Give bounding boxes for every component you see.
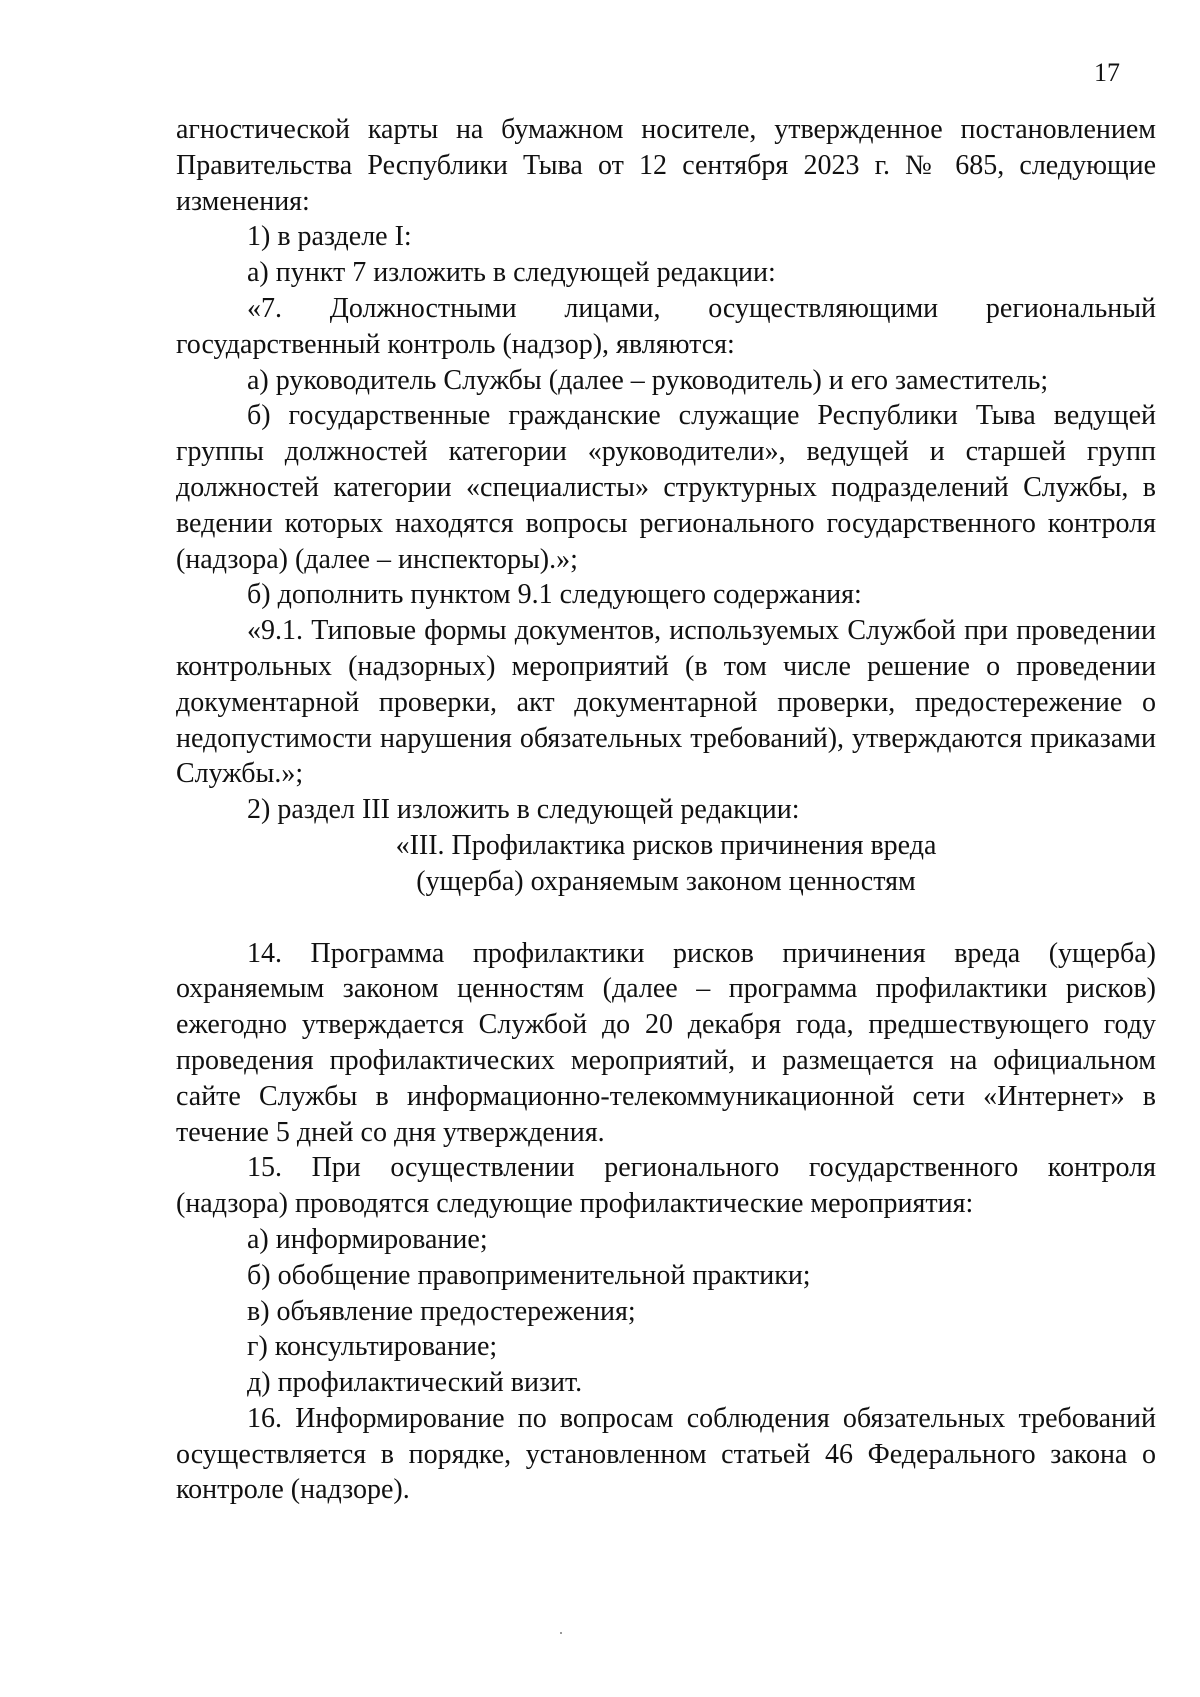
- page-number: 17: [1094, 58, 1120, 87]
- section-heading-line-1: «III. Профилактика рисков причинения вреда: [395, 829, 937, 861]
- paragraph-point-7-text: «7. Должностными лицами, осуществляющими региональный государственный контроль (надзор), являются:: [176, 292, 1156, 360]
- list-item-warning: в) объявление предостережения;: [247, 1295, 636, 1327]
- list-item-civil-servants: б) государственные гражданские служащие Республики Тыва ведущей группы должностей категории «руководители», ведущей и старшей групп должностей категории «специалисты» структурных подразделений Службы, в ведении которых находятся вопросы регионального государственного контроля (надзора) (далее – инспекторы).»;: [176, 400, 1156, 575]
- section-heading-line-2: (ущерба) охраняемым законом ценностям: [416, 865, 916, 897]
- list-item-head: а) руководитель Службы (далее – руководитель) и его заместитель;: [247, 364, 1049, 396]
- paragraph-point-15: 15. При осуществлении регионального государственного контроля (надзора) проводятся следующие профилактические мероприятия:: [176, 1152, 1156, 1220]
- list-item-preventive-visit: д) профилактический визит.: [247, 1367, 583, 1399]
- list-item-consulting: г) консультирование;: [247, 1331, 498, 1363]
- scan-speck: [560, 1632, 562, 1634]
- list-item-section-1: 1) в разделе I:: [247, 221, 412, 253]
- list-item-generalization: б) обобщение правоприменительной практики;: [247, 1259, 811, 1291]
- heading-spacer: [176, 900, 1156, 936]
- paragraph-point-14: 14. Программа профилактики рисков причинения вреда (ущерба) охраняемым законом ценностям (далее – программа профилактики рисков) ежегодно утверждается Службой до 20 декабря года, предшествующего году проведения профилактических мероприятий, и размещается на официальном сайте Службы в информационно-телекоммуникационной сети «Интернет» в течение 5 дней со дня утверждения.: [176, 937, 1156, 1148]
- document-body: [176, 112, 1156, 1508]
- paragraph-continuation: агностической карты на бумажном носителе, утвержденное постановлением Правительства Республики Тыва от 12 сентября 2023 г. № 685, следующие изменения:: [176, 114, 1156, 217]
- paragraph-point-9-1-text: «9.1. Типовые формы документов, используемых Службой при проведении контрольных (надзорных) мероприятий (в том числе решение о проведении документарной проверки, акт документарной проверки, предостережение о недопустимости нарушения обязательных требований), утверждаются приказами Службы.»;: [176, 615, 1156, 790]
- list-item-point-7: а) пункт 7 изложить в следующей редакции:: [247, 257, 776, 289]
- list-item-point-9-1: б) дополнить пунктом 9.1 следующего содержания:: [247, 579, 862, 611]
- list-item-section-3: 2) раздел III изложить в следующей редакции:: [247, 794, 800, 826]
- list-item-informing: а) информирование;: [247, 1223, 488, 1255]
- paragraph-point-16: 16. Информирование по вопросам соблюдения обязательных требований осуществляется в порядке, установленном статьей 46 Федерального закона о контроле (надзоре).: [176, 1402, 1156, 1506]
